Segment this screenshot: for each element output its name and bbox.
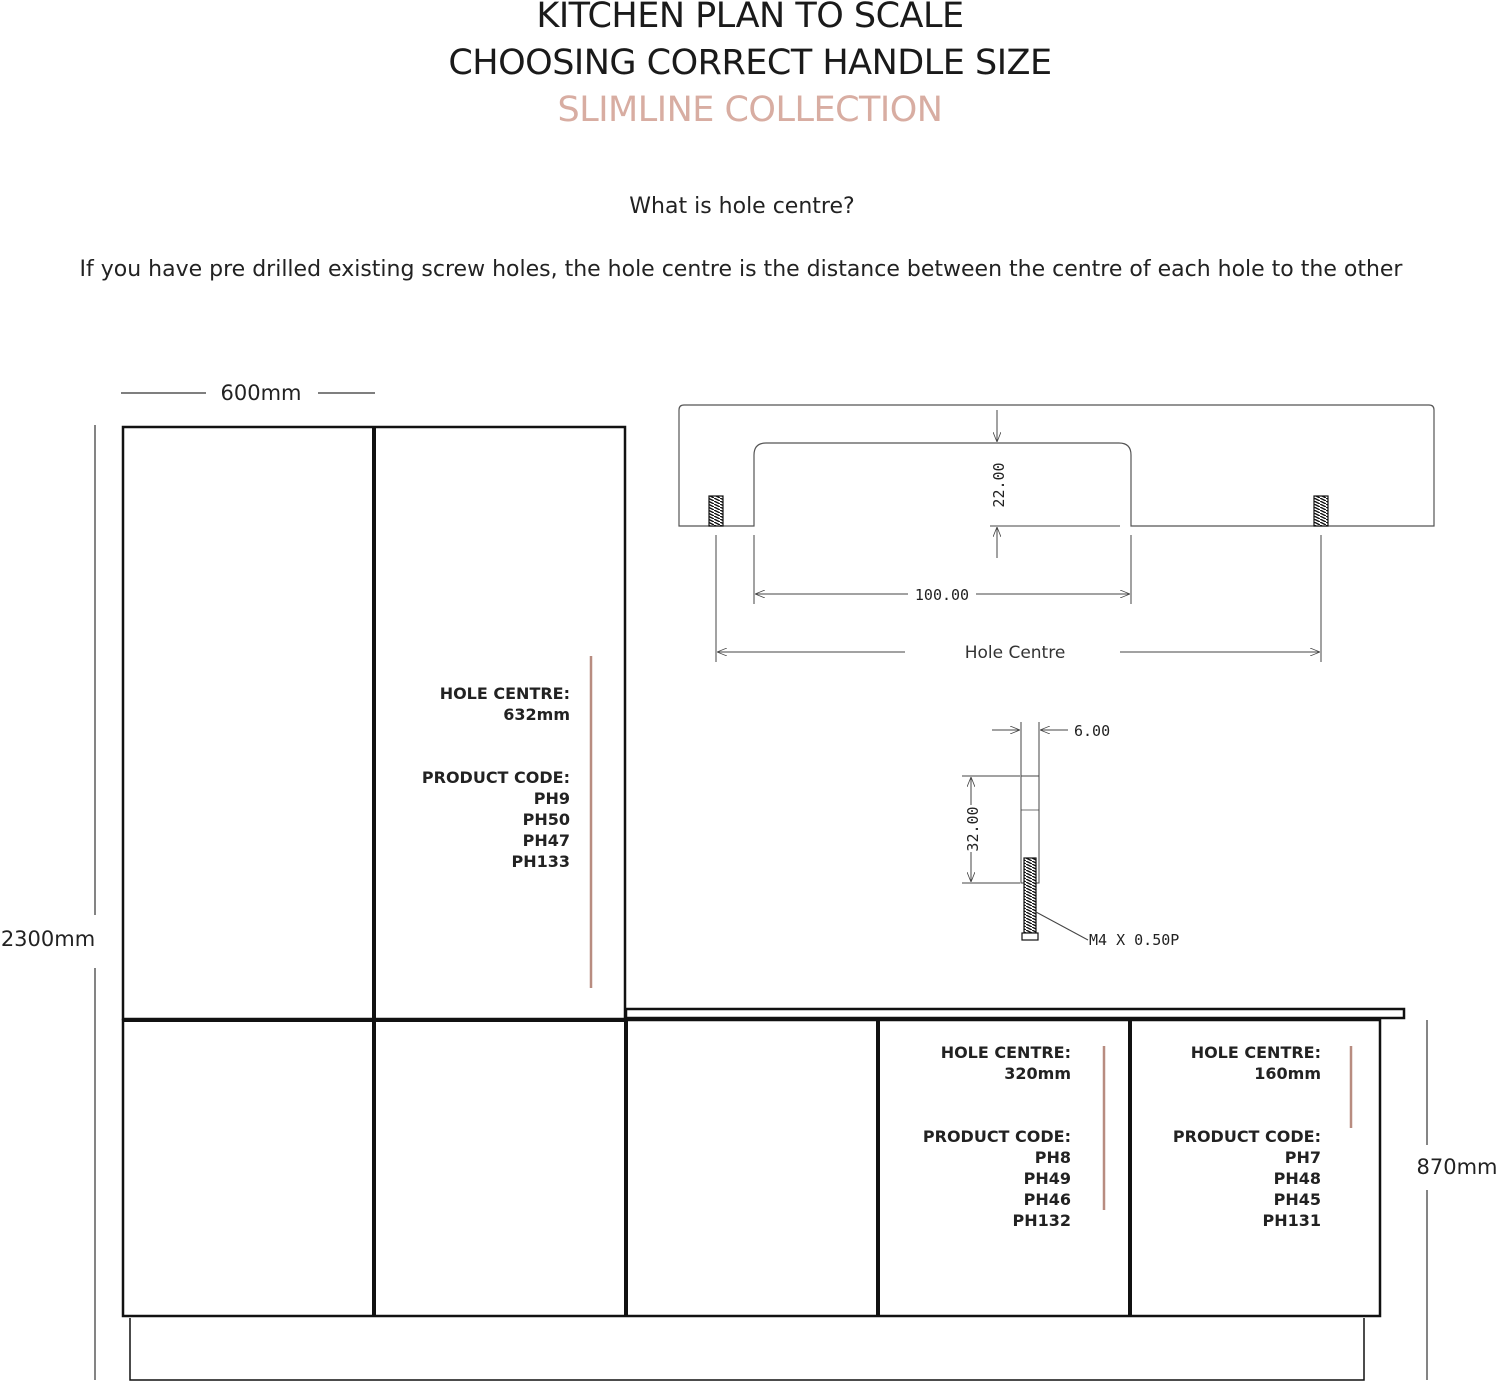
base320-product-code-label: PRODUCT CODE: — [922, 1127, 1071, 1146]
tall-unit-info — [422, 684, 570, 871]
base320-hole-centre-value: 320mm — [1004, 1064, 1071, 1083]
base-height-label: 870mm — [1416, 1155, 1498, 1179]
base-height-dimension — [1417, 1020, 1498, 1380]
tall-hole-centre-label: HOLE CENTRE: — [439, 684, 570, 703]
handle-height-label: 22.00 — [990, 462, 1008, 508]
base-unit-160-info — [1173, 1043, 1321, 1230]
base160-product-code: PH48 — [1273, 1169, 1321, 1188]
screw-left-icon — [709, 496, 723, 526]
width-dimension — [121, 381, 375, 405]
tall-height-label: 2300mm — [0, 927, 96, 951]
base320-product-code: PH132 — [1012, 1211, 1071, 1230]
tall-product-code: PH133 — [511, 852, 570, 871]
base160-product-code-label: PRODUCT CODE: — [1172, 1127, 1321, 1146]
tall-product-code: PH9 — [533, 789, 570, 808]
intro-answer: If you have pre drilled existing screw holes, the hole centre is the distance between the centre of each hole to the other — [79, 257, 1403, 282]
base160-product-code: PH131 — [1262, 1211, 1321, 1230]
title-line-1: KITCHEN PLAN TO SCALE — [536, 0, 964, 36]
tall-product-code-label: PRODUCT CODE: — [421, 768, 570, 787]
base160-product-code: PH7 — [1284, 1148, 1321, 1167]
base160-product-code: PH45 — [1273, 1190, 1321, 1209]
hole-centre-label: Hole Centre — [964, 643, 1066, 663]
screw-detail — [962, 722, 1179, 949]
base-unit-320-info — [923, 1043, 1071, 1230]
tall-product-code: PH50 — [522, 810, 570, 829]
tall-hole-centre-value: 632mm — [503, 705, 570, 724]
collection-title: SLIMLINE COLLECTION — [557, 90, 943, 130]
plinth — [130, 1318, 1364, 1380]
handle-diagram — [679, 405, 1434, 663]
base320-product-code: PH8 — [1034, 1148, 1071, 1167]
screw-length-label: 32.00 — [964, 806, 982, 852]
base320-product-code: PH49 — [1023, 1169, 1071, 1188]
title-line-2: CHOOSING CORRECT HANDLE SIZE — [448, 43, 1052, 83]
screw-diameter-label: 6.00 — [1074, 722, 1111, 740]
handle-width-label: 100.00 — [914, 586, 970, 604]
worktop — [626, 1009, 1404, 1018]
tall-product-code: PH47 — [522, 831, 570, 850]
base320-product-code: PH46 — [1023, 1190, 1071, 1209]
screw-spec-label: M4 X 0.50P — [1089, 931, 1180, 949]
base320-hole-centre-label: HOLE CENTRE: — [940, 1043, 1071, 1062]
base-unit-frame — [123, 1020, 1380, 1316]
width-label: 600mm — [220, 381, 302, 405]
screw-icon — [1024, 858, 1036, 933]
intro-question: What is hole centre? — [629, 194, 855, 219]
base-units — [123, 1020, 1380, 1380]
base160-hole-centre-value: 160mm — [1254, 1064, 1321, 1083]
base160-hole-centre-label: HOLE CENTRE: — [1190, 1043, 1321, 1062]
screw-right-icon — [1314, 496, 1328, 526]
tall-height-dimension — [1, 425, 95, 1380]
